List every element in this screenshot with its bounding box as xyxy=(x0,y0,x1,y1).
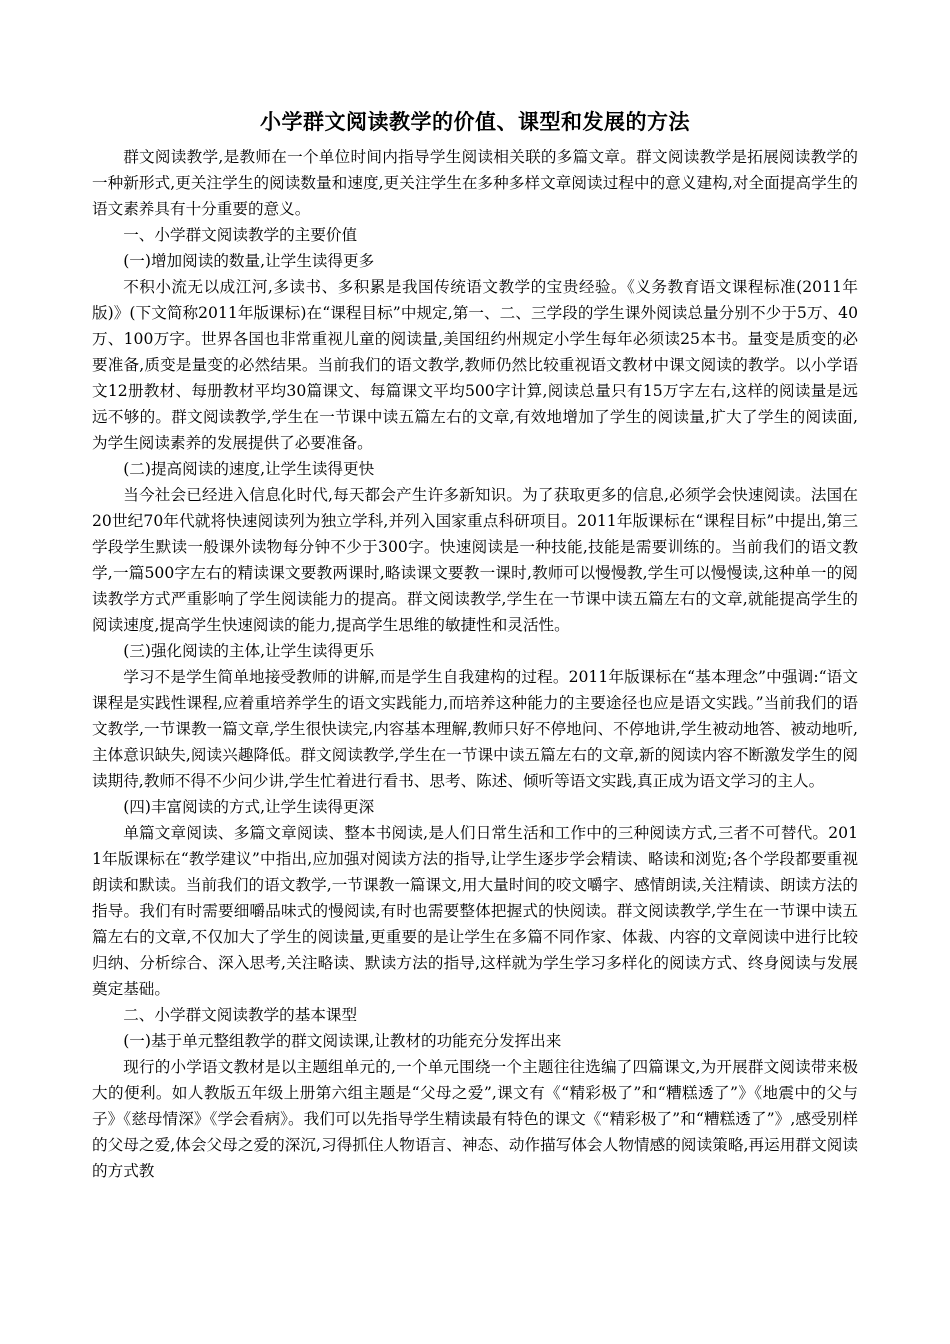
subsection-heading-1-2: (二)提高阅读的速度,让学生读得更快 xyxy=(123,460,375,478)
subsection-heading-1-4: (四)丰富阅读的方式,让学生读得更深 xyxy=(123,798,375,816)
document-body xyxy=(92,144,858,1184)
body-paragraph: 不积小流无以成江河,多读书、多积累是我国传统语文教学的宝贵经验。《义务教育语文课程标准(2011年版)》(下文简称2011年版课标)在“课程目标”中规定,第一、二、三学段的学生课外阅读总量分别不少于5万、40万、100万字。世界各国也非常重视儿童的阅读量,美国纽约州规定小学生每年必须读25本书。量变是质变的必要准备,质变是量变的必然结果。当前我们的语文教学,教师仍然比较重视语文教材中课文阅读的教学。以小学语文12册教材、每册教材平均30篇课文、每篇课文平均500字计算,阅读总量只有15万字左右,这样的阅读量是远远不够的。群文阅读教学,学生在一节课中读五篇左右的文章,有效地增加了学生的阅读量,扩大了学生的阅读面,为学生阅读素养的发展提供了必要准备。 xyxy=(92,278,858,452)
section-heading-2: 二、小学群文阅读教学的基本课型 xyxy=(123,1006,358,1024)
document-title: 小学群文阅读教学的价值、课型和发展的方法 xyxy=(260,110,690,134)
subsection-heading-1-1: (一)增加阅读的数量,让学生读得更多 xyxy=(123,252,375,270)
body-paragraph: 当今社会已经进入信息化时代,每天都会产生许多新知识。为了获取更多的信息,必须学会快速阅读。法国在20世纪70年代就将快速阅读列为独立学科,并列入国家重点科研项目。2011年版课标在“课程目标”中提出,第三学段学生默读一般课外读物每分钟不少于300字。快速阅读是一种技能,技能是需要训练的。当前我们的语文教学,一篇500字左右的精读课文要教两课时,略读课文要教一课时,教师可以慢慢教,学生可以慢慢读,这种单一的阅读教学方式严重影响了学生阅读能力的提高。群文阅读教学,学生在一节课中读五篇左右的文章,就能提高学生的阅读速度,提高学生快速阅读的能力,提高学生思维的敏捷性和灵活性。 xyxy=(92,486,858,634)
body-paragraph: 现行的小学语文教材是以主题组单元的,一个单元围绕一个主题往往选编了四篇课文,为开展群文阅读带来极大的便利。如人教版五年级上册第六组主题是“父母之爱”,课文有《“精彩极了”和“糟糕透了”》《地震中的父与子》《慈母情深》《学会看病》。我们可以先指导学生精读最有特色的课文《“精彩极了”和“糟糕透了”》,感受别样的父母之爱,体会父母之爱的深沉,习得抓住人物语言、神态、动作描写体会人物情感的阅读策略,再运用群文阅读的方式教 xyxy=(92,1058,858,1180)
intro-paragraph: 群文阅读教学,是教师在一个单位时间内指导学生阅读相关联的多篇文章。群文阅读教学是拓展阅读教学的一种新形式,更关注学生的阅读数量和速度,更关注学生在多种多样文章阅读过程中的意义建构,对全面提高学生的语文素养具有十分重要的意义。 xyxy=(92,148,858,218)
document-page xyxy=(92,106,858,1184)
body-paragraph: 单篇文章阅读、多篇文章阅读、整本书阅读,是人们日常生活和工作中的三种阅读方式,三者不可替代。2011年版课标在“教学建议”中指出,应加强对阅读方法的指导,让学生逐步学会精读、略读和浏览;各个学段都要重视朗读和默读。当前我们的语文教学,一节课教一篇课文,用大量时间的咬文嚼字、感情朗读,关注精读、朗读方法的指导。我们有时需要细嚼品味式的慢阅读,有时也需要整体把握式的快阅读。群文阅读教学,学生在一节课中读五篇左右的文章,不仅加大了学生的阅读量,更重要的是让学生在多篇不同作家、体裁、内容的文章阅读中进行比较归纳、分析综合、深入思考,关注略读、默读方法的指导,这样就为学生学习多样化的阅读方式、终身阅读与发展奠定基础。 xyxy=(92,824,858,998)
body-paragraph: 学习不是学生简单地接受教师的讲解,而是学生自我建构的过程。2011年版课标在“基本理念”中强调:“语文课程是实践性课程,应着重培养学生的语文实践能力,而培养这种能力的主要途径也应是语文实践。”当前我们的语文教学,一节课教一篇文章,学生很快读完,内容基本理解,教师只好不停地问、不停地讲,学生被动地答、被动地听,主体意识缺失,阅读兴趣降低。群文阅读教学,学生在一节课中读五篇左右的文章,新的阅读内容不断激发学生的阅读期待,教师不得不少问少讲,学生忙着进行看书、思考、陈述、倾听等语文实践,真正成为语文学习的主人。 xyxy=(92,668,858,790)
subsection-heading-1-3: (三)强化阅读的主体,让学生读得更乐 xyxy=(123,642,375,660)
section-heading-1: 一、小学群文阅读教学的主要价值 xyxy=(123,226,358,244)
subsection-heading-2-1: (一)基于单元整组教学的群文阅读课,让教材的功能充分发挥出来 xyxy=(123,1032,562,1050)
